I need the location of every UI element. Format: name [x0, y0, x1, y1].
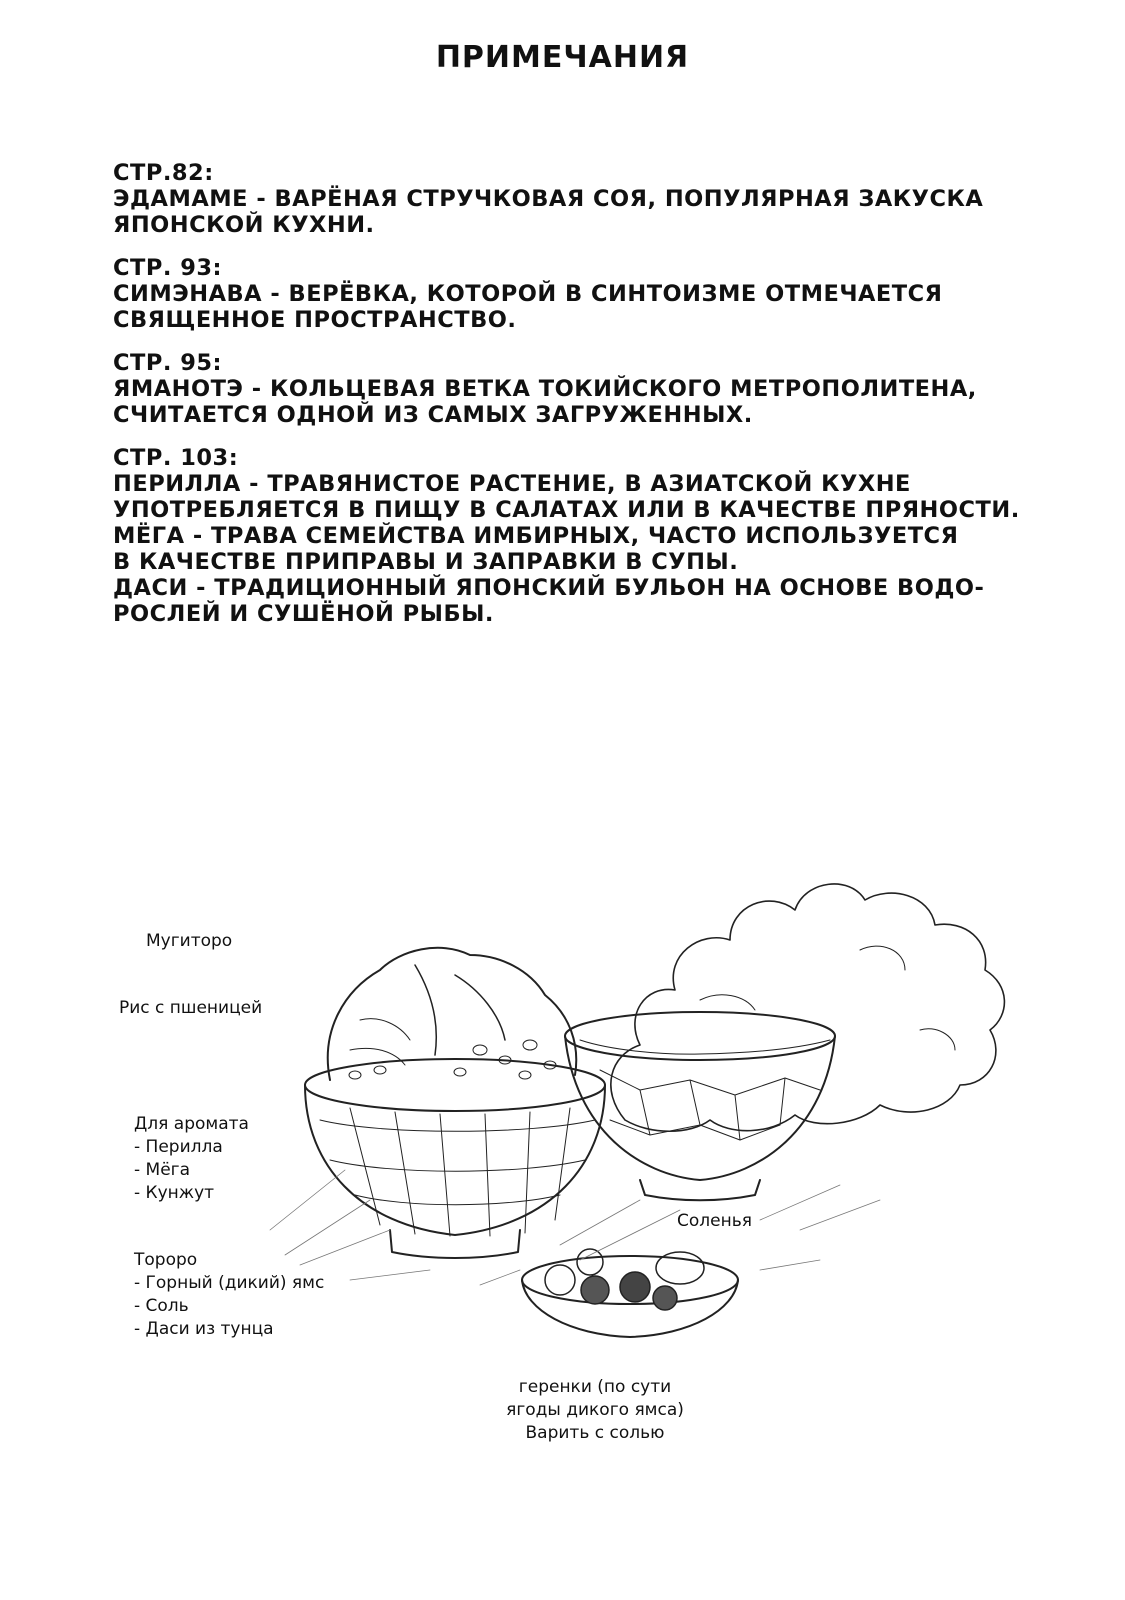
label-line: Тороро — [134, 1250, 198, 1270]
rice-bowl — [305, 1059, 605, 1258]
label-line: ягоды дикого ямса) — [506, 1400, 684, 1420]
label-line: - Даси из тунца — [134, 1319, 274, 1339]
steam-cloud — [611, 884, 1005, 1131]
page-title: ПРИМЕЧАНИЯ — [435, 40, 690, 75]
rice-heap — [328, 948, 576, 1080]
note-text-line: ЯПОНСКОЙ КУХНИ. — [113, 212, 375, 238]
note-text-line: В КАЧЕСТВЕ ПРИПРАВЫ И ЗАПРАВКИ В СУПЫ. — [113, 549, 739, 575]
note-item — [113, 350, 1033, 428]
label-tororo — [134, 1249, 324, 1341]
label-pickles: Соленья — [677, 1211, 752, 1231]
notes-list — [113, 160, 1033, 644]
label-line: Варить с солью — [525, 1423, 665, 1443]
note-page-ref: СТР. 93: — [113, 255, 223, 281]
note-text-line: ПЕРИЛЛА - ТРАВЯНИСТОЕ РАСТЕНИЕ, В АЗИАТСКОЙ КУХНЕ — [113, 471, 911, 497]
note-item — [113, 255, 1033, 333]
label-line: Для аромата — [134, 1114, 249, 1134]
label-mugitoro: Мугиторо — [146, 931, 233, 951]
note-text-line: УПОТРЕБЛЯЕТСЯ В ПИЩУ В САЛАТАХ ИЛИ В КАЧЕСТВЕ ПРЯНОСТИ. — [113, 497, 1020, 523]
label-aroma — [134, 1113, 249, 1205]
note-item — [113, 445, 1033, 627]
label-line: геренки (по сути — [518, 1377, 672, 1397]
label-line: - Соль — [134, 1296, 189, 1316]
label-rice: Рис с пшеницей — [119, 998, 263, 1018]
note-text-line: ЯМАНОТЭ - КОЛЬЦЕВАЯ ВЕТКА ТОКИЙСКОГО МЕТРОПОЛИТЕНА, — [113, 376, 977, 402]
label-line: - Кунжут — [134, 1183, 215, 1203]
soup-bowl — [565, 1012, 835, 1200]
note-page-ref: СТР. 103: — [113, 445, 239, 471]
note-text-line: СЧИТАЕТСЯ ОДНОЙ ИЗ САМЫХ ЗАГРУЖЕННЫХ. — [113, 402, 753, 428]
label-gerenki — [480, 1376, 710, 1445]
label-line: - Перилла — [134, 1137, 223, 1157]
food-illustration — [0, 790, 1125, 1600]
note-text-line: МЁГА - ТРАВА СЕМЕЙСТВА ИМБИРНЫХ, ЧАСТО ИСПОЛЬЗУЕТСЯ — [113, 523, 959, 549]
table-hatching — [270, 1170, 880, 1285]
note-text-line: СИМЭНАВА - ВЕРЁВКА, КОТОРОЙ В СИНТОИЗМЕ ОТМЕЧАЕТСЯ — [113, 281, 943, 307]
note-page-ref: СТР.82: — [113, 160, 214, 186]
label-line: - Мёга — [134, 1160, 191, 1180]
note-text-line: РОСЛЕЙ И СУШЁНОЙ РЫБЫ. — [113, 601, 494, 627]
note-text-line: СВЯЩЕННОЕ ПРОСТРАНСТВО. — [113, 307, 517, 333]
note-text-line: ЭДАМАМЕ - ВАРЁНАЯ СТРУЧКОВАЯ СОЯ, ПОПУЛЯРНАЯ ЗАКУСКА — [113, 186, 984, 212]
label-line: - Горный (дикий) ямс — [134, 1273, 325, 1293]
pickles-dish — [522, 1249, 738, 1337]
note-text-line: ДАСИ - ТРАДИЦИОННЫЙ ЯПОНСКИЙ БУЛЬОН НА ОСНОВЕ ВОДО- — [113, 575, 985, 601]
note-item — [113, 160, 1033, 238]
note-page-ref: СТР. 95: — [113, 350, 223, 376]
